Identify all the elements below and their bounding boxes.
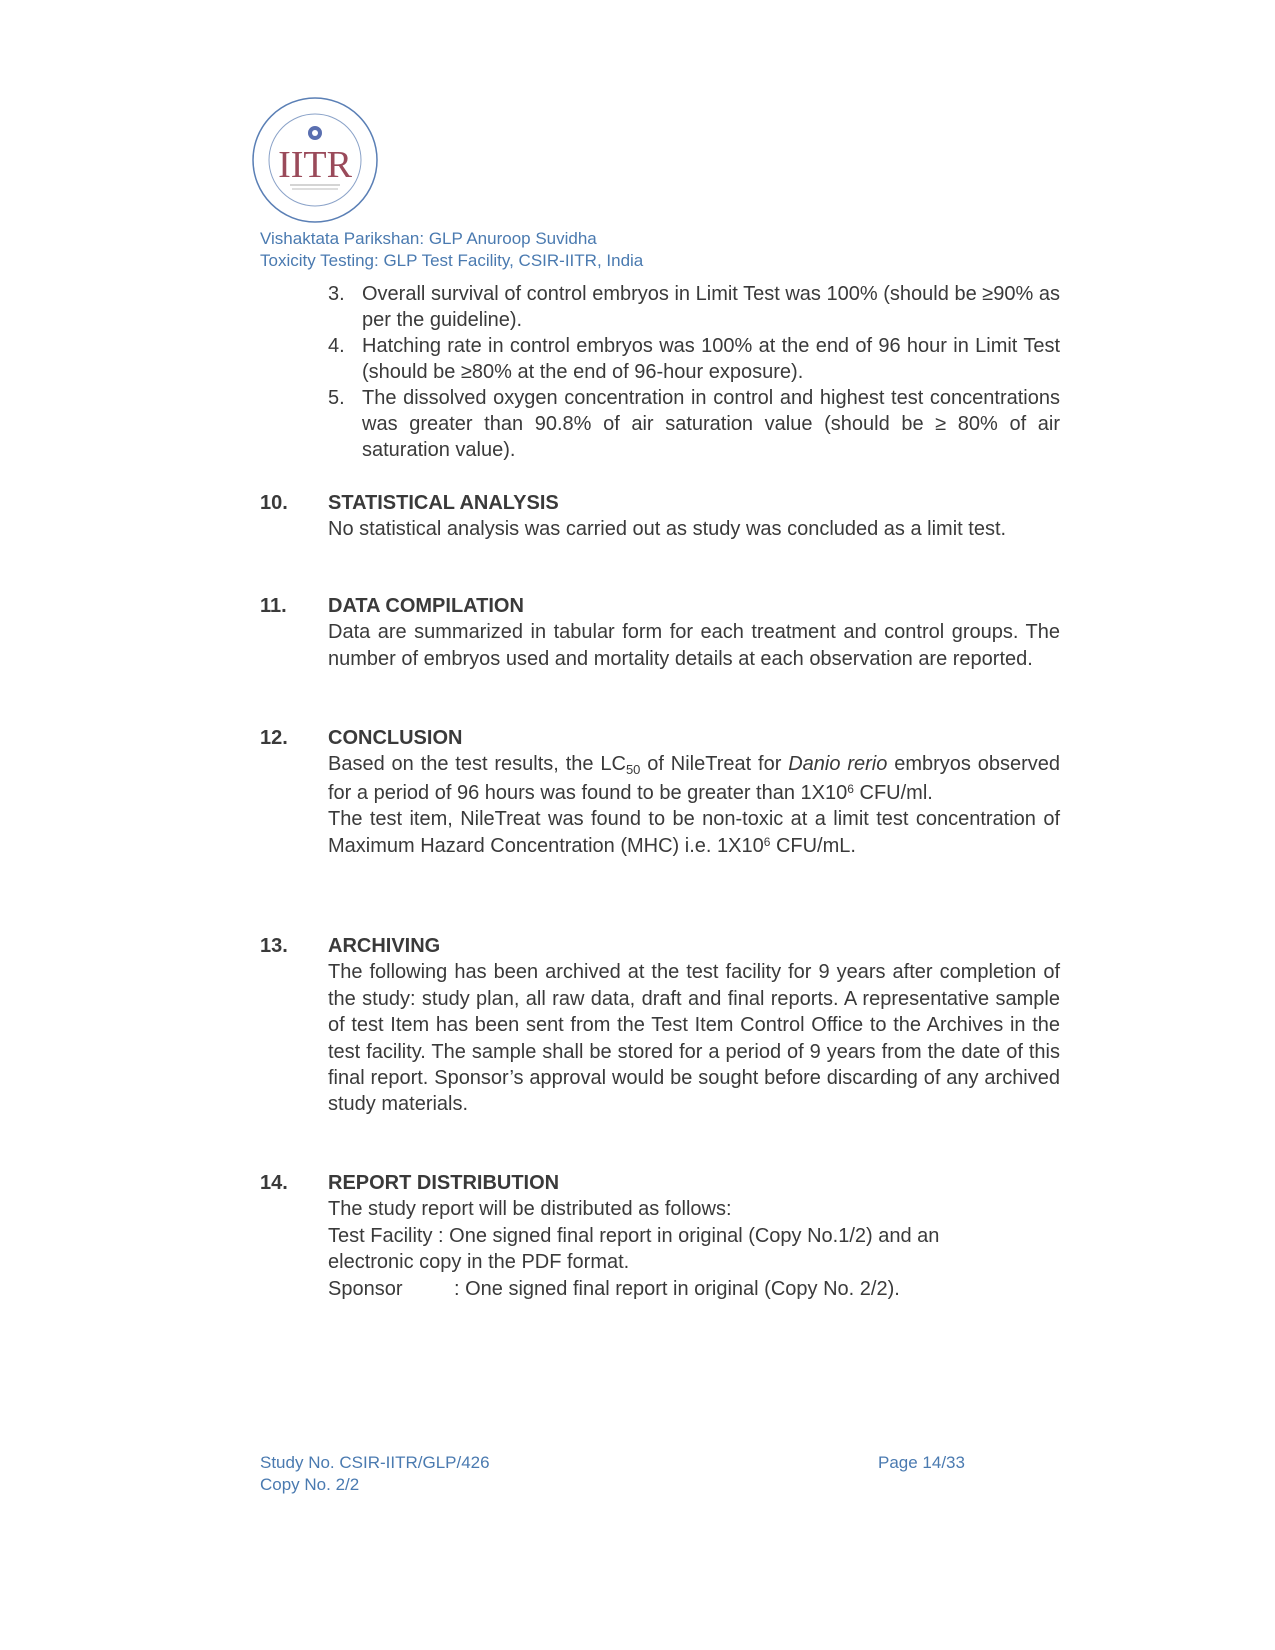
text-run: The test item, NileTreat was found to be non-toxic at a limit test concentration of Maximum Hazard Concentration (MHC) i.e. 1X10 (328, 808, 1060, 857)
conclusion-paragraph-1 (328, 751, 1060, 806)
section-number: 10. (260, 492, 288, 514)
section-title: ARCHIVING (328, 935, 441, 957)
section-title: REPORT DISTRIBUTION (328, 1172, 560, 1194)
copy-number: Copy No. 2/2 (260, 1475, 360, 1494)
header-line-1: Vishaktata Parikshan: GLP Anuroop Suvidha (260, 229, 597, 248)
section-body (328, 1196, 1008, 1302)
list-number: 4. (328, 335, 345, 357)
text-run: Based on the test results, the LC (328, 753, 626, 776)
list-text: The dissolved oxygen concentration in control and highest test concentrations was greater than 90.8% of air saturation value (should be ≥ 80% of air saturation value). (362, 387, 1060, 461)
section-body: The following has been archived at the test facility for 9 years after completion of the study: study plan, all raw data, draft and final reports. A representative sample of test Item has been sent from the Test Item Control Office to the Archives in the test facility. The sample shall be stored for a period of 9 years from the date of this final report. Sponsor’s approval would be sought before discarding of any archived study materials. (328, 961, 1060, 1116)
section-title: STATISTICAL ANALYSIS (328, 492, 559, 514)
text-run: CFU/mL. (770, 834, 856, 857)
species-name: Danio rerio (788, 753, 888, 776)
section-number: 11. (260, 595, 287, 617)
section-body (328, 751, 1060, 859)
text-run: CFU/ml. (853, 781, 933, 804)
distribution-sponsor (328, 1276, 1008, 1302)
list-text: Hatching rate in control embryos was 100% at the end of 96 hour in Limit Test (should be ≥80% at the end of 96-hour exposure). (362, 335, 1060, 383)
section-archiving (260, 933, 1060, 1118)
list-item (328, 385, 1060, 463)
page-number: Page 14/33 (878, 1453, 965, 1472)
list-item (328, 281, 1060, 333)
section-number: 13. (260, 935, 288, 957)
list-number: 5. (328, 387, 345, 409)
list-item (328, 333, 1060, 385)
iitr-logo-icon (250, 95, 380, 225)
section-statistical-analysis (260, 490, 1060, 543)
subscript: 50 (625, 762, 641, 778)
section-body: Data are summarized in tabular form for each treatment and control groups. The number of embryos used and mortality details at each observation are reported. (328, 621, 1060, 670)
section-conclusion (260, 725, 1060, 859)
distribution-intro: The study report will be distributed as follows: (328, 1198, 732, 1221)
sponsor-label: Sponsor (328, 1277, 403, 1300)
section-data-compilation (260, 593, 1060, 672)
section-number: 14. (260, 1172, 288, 1194)
study-number: Study No. CSIR-IITR/GLP/426 (260, 1453, 490, 1472)
section-number: 12. (260, 727, 288, 749)
superscript: 6 (847, 781, 854, 796)
svg-text:IITR: IITR (278, 144, 352, 186)
header-line-2: Toxicity Testing: GLP Test Facility, CSIR-IITR, India (260, 251, 644, 270)
section-title: CONCLUSION (328, 727, 463, 749)
sponsor-text: : One signed final report in original (Copy No. 2/2). (454, 1277, 900, 1300)
section-title: DATA COMPILATION (328, 595, 524, 617)
list-text: Overall survival of control embryos in Limit Test was 100% (should be ≥90% as per the guideline). (362, 283, 1060, 331)
section-body: No statistical analysis was carried out as study was concluded as a limit test. (328, 518, 1007, 541)
conclusion-paragraph-2 (328, 806, 1060, 859)
text-run: of NileTreat for (640, 753, 789, 776)
text-run: embryos observed for a period of 96 hours was found to be greater than 1X10 (328, 753, 1061, 804)
footer-study-info (260, 1452, 490, 1496)
superscript: 6 (763, 834, 771, 849)
validity-criteria-list (328, 281, 1060, 463)
section-report-distribution (260, 1170, 1060, 1302)
list-number: 3. (328, 283, 345, 305)
distribution-facility: Test Facility : One signed final report in original (Copy No.1/2) and an electronic copy in the PDF format. (328, 1224, 940, 1274)
